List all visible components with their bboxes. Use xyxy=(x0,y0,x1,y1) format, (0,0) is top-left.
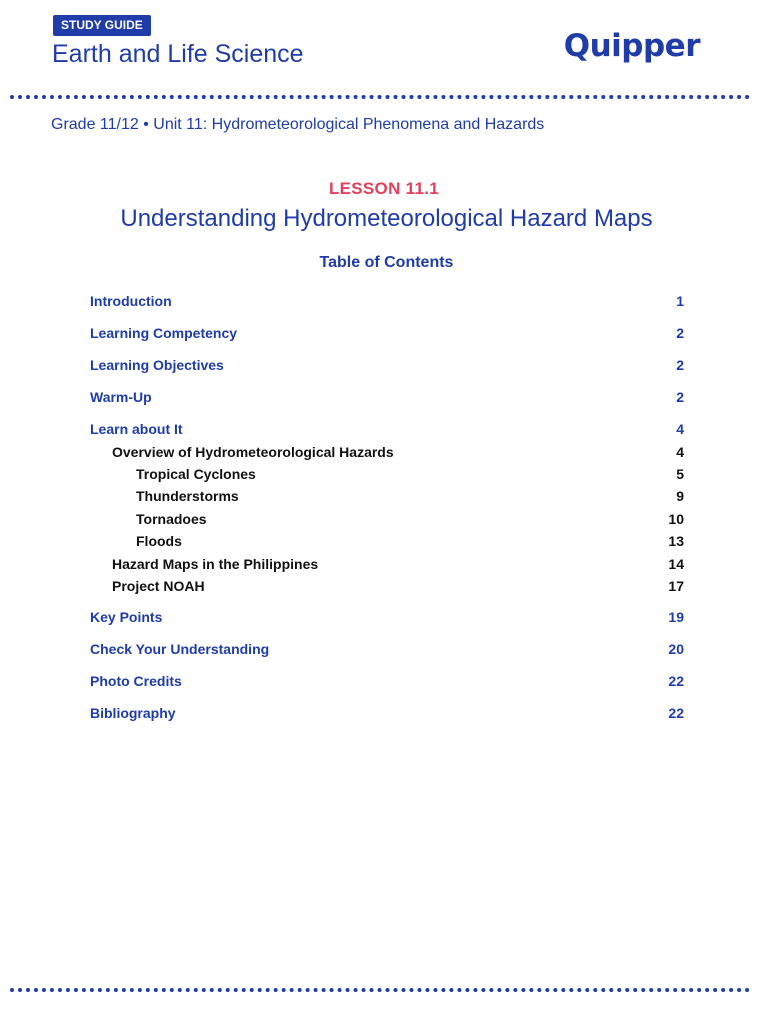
toc-entry-page: 13 xyxy=(668,533,684,549)
toc-subentry[interactable] xyxy=(90,530,684,552)
lesson-title: Understanding Hydrometeorological Hazard Maps xyxy=(120,205,653,232)
toc-entry-page: 2 xyxy=(676,325,684,341)
toc-entry-page: 4 xyxy=(676,421,684,437)
toc-entry-label: Project NOAH xyxy=(112,578,205,594)
toc-entry-label: Learning Competency xyxy=(90,325,238,341)
toc-subentry[interactable] xyxy=(90,485,684,507)
toc-entry-label: Thunderstorms xyxy=(136,488,239,504)
toc-entry-label: Learn about It xyxy=(90,421,183,437)
toc-subentry[interactable] xyxy=(90,441,684,463)
toc-entry-page: 17 xyxy=(668,578,684,594)
toc-entry-label: Tropical Cyclones xyxy=(136,466,256,482)
toc-subentry[interactable] xyxy=(90,508,684,530)
toc-entry[interactable] xyxy=(90,322,684,344)
bottom-dotted-divider xyxy=(10,988,750,992)
toc-heading: Table of Contents xyxy=(319,254,454,271)
toc-entry-label: Learning Objectives xyxy=(90,357,224,373)
toc-entry[interactable] xyxy=(90,418,684,440)
toc-entry-label: Key Points xyxy=(90,609,163,625)
subject-title: Earth and Life Science xyxy=(52,40,304,68)
toc-entry-label: Hazard Maps in the Philippines xyxy=(112,556,319,572)
toc-entry-page: 22 xyxy=(668,705,684,721)
toc-entry-label: Floods xyxy=(136,533,182,549)
toc-entry-page: 1 xyxy=(676,293,684,309)
toc-entry-page: 22 xyxy=(668,673,684,689)
toc-subentry[interactable] xyxy=(90,463,684,485)
quipper-logo: Quipper xyxy=(563,28,700,64)
toc-entry-label: Overview of Hydrometeorological Hazards xyxy=(112,444,394,460)
toc-entry-label: Bibliography xyxy=(90,705,176,721)
toc-entry[interactable] xyxy=(90,354,684,376)
toc-entry[interactable] xyxy=(90,670,684,692)
toc-entry-page: 20 xyxy=(668,641,684,657)
toc-entry[interactable] xyxy=(90,606,684,628)
toc-entry[interactable] xyxy=(90,386,684,408)
toc-entry-page: 2 xyxy=(676,357,684,373)
toc-entry[interactable] xyxy=(90,638,684,660)
toc-subentry[interactable] xyxy=(90,553,684,575)
toc-entry-page: 14 xyxy=(668,556,684,572)
study-guide-badge: STUDY GUIDE xyxy=(53,15,151,36)
top-dotted-divider xyxy=(10,95,750,99)
toc-entry-page: 5 xyxy=(676,466,684,482)
breadcrumb: Grade 11/12 • Unit 11: Hydrometeorological Phenomena and Hazards xyxy=(51,116,545,133)
toc-subentry[interactable] xyxy=(90,575,684,597)
toc-entry-label: Check Your Understanding xyxy=(90,641,270,657)
toc-entry[interactable] xyxy=(90,290,684,312)
toc-entry-label: Warm-Up xyxy=(90,389,152,405)
toc-entry-page: 19 xyxy=(668,609,684,625)
toc-entry[interactable] xyxy=(90,702,684,724)
toc-entry-label: Photo Credits xyxy=(90,673,182,689)
toc-entry-label: Tornadoes xyxy=(136,511,207,527)
toc-entry-page: 4 xyxy=(676,444,684,460)
toc-entry-page: 10 xyxy=(668,511,684,527)
toc-entry-page: 2 xyxy=(676,389,684,405)
lesson-label: LESSON 11.1 xyxy=(328,179,440,198)
toc-entry-page: 9 xyxy=(676,488,684,504)
toc-entry-label: Introduction xyxy=(90,293,172,309)
